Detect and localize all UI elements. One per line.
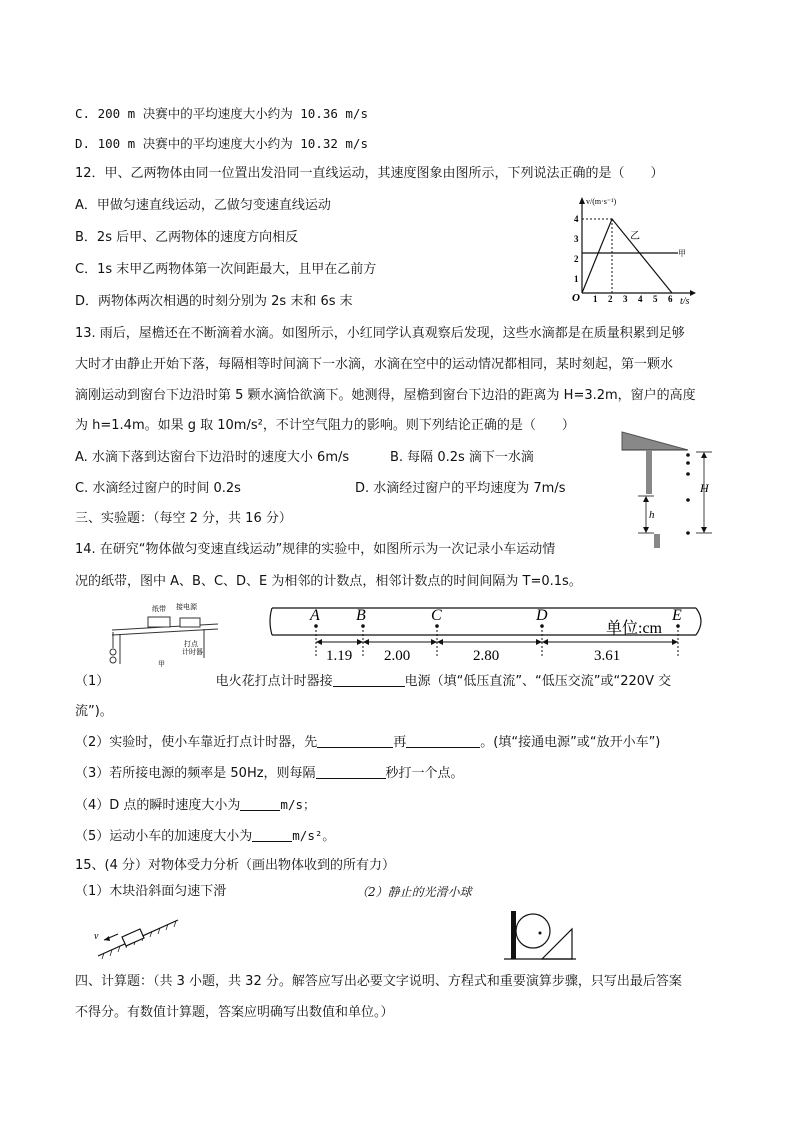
q12-x-axis-label: t/s [680,296,690,307]
q12-label-yi: 乙 [630,231,640,242]
label-h: h [649,509,655,521]
q11-option-d: D. 100 m 决赛中的平均速度大小约为 10.32 m/s [75,136,368,151]
label-paper-tape: 纸带 [152,605,166,613]
x-tick: 5 [653,294,658,304]
q14-sub1: （1） 电火花打点计时器接 电源（填“低压直流”、“低压交流”或“220V 交 [75,674,672,689]
answer-blank[interactable] [252,827,292,842]
q13-line-1: 13. 雨后，屋檐还在不断滴着水滴。如图所示，小红同学认真观察后发现，这些水滴都是在质量积累到足够 [75,326,685,341]
q13-option-d: D. 水滴经过窗户的平均速度为 7m/s [355,481,566,496]
y-tick: 3 [574,234,579,244]
water-drop [686,531,690,535]
q14-paper-tape [268,604,708,664]
x-tick: 2 [608,294,613,304]
q12-option-d: D．两物体两次相遇的时刻分别为 2s 末和 6s 末 [75,294,353,309]
q13-line-4: 为 h=1.4m。如果 g 取 10m/s²，不计空气阻力的影响。则下列结论正确的是（ ） [75,418,575,433]
q15-stem: 15、(4 分）对物体受力分析（画出物体收到的所有力） [75,858,396,873]
q15-sub2: （2）静止的光滑小球 [356,885,472,899]
label-timer-1: 打点 [184,640,198,648]
q12-y-axis-label: v/(m·s⁻¹) [586,197,617,206]
q12-stem: 12．甲、乙两物体由同一位置出发沿同一直线运动，其速度图象由图所示，下列说法正确的是（ ） [75,166,664,181]
block [122,929,144,946]
tape-point-label: D [536,607,548,624]
tape-point-label: C [431,607,442,624]
x-tick: 4 [638,294,643,304]
q13-line-2: 大时才由静止开始下落，每隔相等时间滴下一水滴，水滴在空中的运动情况都相同，某时刻起，第一颗水 [75,357,674,372]
answer-blank[interactable] [406,733,480,748]
q12-option-c: C．1s 末甲乙两物体第一次间距最大，且甲在乙前方 [75,262,377,277]
label-v: v [94,931,99,942]
label-timer-2: 计时器 [182,648,203,656]
q14-sub5: （5）运动小车的加速度大小为 m/s²。 [75,828,335,844]
q12-label-jia: 甲 [678,249,686,258]
label-H: H [700,481,709,495]
ball [516,914,550,948]
q12-velocity-graph [570,195,700,307]
x-tick: 1 [593,294,598,304]
q12-option-a: A．甲做匀速直线运动，乙做匀变速直线运动 [75,198,331,213]
q14-sub3: （3）若所接电源的频率是 50Hz，则每隔 秒打一个点。 [75,766,464,781]
x-tick: 6 [668,294,673,304]
answer-blank[interactable] [240,796,280,811]
q15-ball-diagram [502,905,578,963]
x-tick: 3 [623,294,628,304]
q15-incline-block-diagram [92,912,187,962]
q15-sub1: （1）木块沿斜面匀速下滑 [75,884,227,899]
q13-line-3: 滴刚运动到窗台下边沿时第 5 颗水滴恰欲滴下。她测得，屋檐到窗台下边沿的距离为 H=3.2m，窗户的高度 [75,388,696,403]
tape-point-label: B [356,607,366,624]
q14-line-1: 14. 在研究“物体做匀变速直线运动”规律的实验中，如图所示为一次记录小车运动情 [75,542,556,557]
tape-unit: 单位:cm [606,620,662,637]
q14-sub1-cont: 流”)。 [75,704,113,719]
q13-eaves-diagram [618,430,728,550]
q12-origin: O [572,292,580,304]
answer-blank[interactable] [333,672,405,687]
y-tick: 4 [574,214,579,224]
q13-option-b: B. 每隔 0.2s 滴下一水滴 [390,450,534,465]
q13-option-c: C. 水滴经过窗户的时间 0.2s [75,481,241,496]
tape-point-label: E [672,607,682,624]
q14-line-2: 况的纸带，图中 A、B、C、D、E 为相邻的计数点，相邻计数点的时间间隔为 T=0.1s。 [75,574,582,589]
water-drop [686,498,690,502]
answer-blank[interactable] [316,764,386,779]
q14-sub2: （2）实验时，使小车靠近打点计时器，先 再 。(填“接通电源”或“放开小车”) [75,735,661,750]
water-drop [686,453,690,457]
answer-blank[interactable] [317,733,393,748]
water-drop [686,461,690,465]
tape-segment-de: 3.61 [594,648,621,664]
section-3-heading: 三、实验题：（每空 2 分，共 16 分） [75,511,292,526]
label-power: 接电源 [176,603,197,611]
q14-sub4: （4）D 点的瞬时速度大小为 m/s； [75,797,316,813]
tape-segment-cd: 2.80 [473,648,500,664]
q13-option-a: A. 水滴下落到达窗台下边沿时的速度大小 6m/s [75,450,350,465]
q14-apparatus-diagram [108,602,223,670]
tape-point-label: A [310,607,320,624]
label-jia: 甲 [158,660,165,668]
tape-segment-bc: 2.00 [384,648,411,664]
q11-option-c: C. 200 m 决赛中的平均速度大小约为 10.36 m/s [75,106,368,121]
section-4-line-2: 不得分。有数值计算题，答案应明确写出数值和单位。） [75,1005,394,1020]
y-tick: 1 [574,274,579,284]
water-drop [686,472,690,476]
section-4-line-1: 四、计算题：（共 3 小题，共 32 分。解答应写出必要文字说明、方程式和重要演算步骤，只写出最后答案 [75,974,682,989]
tape-segment-ab: 1.19 [326,648,353,664]
q12-option-b: B．2s 后甲、乙两物体的速度方向相反 [75,230,299,245]
y-tick: 2 [574,254,579,264]
